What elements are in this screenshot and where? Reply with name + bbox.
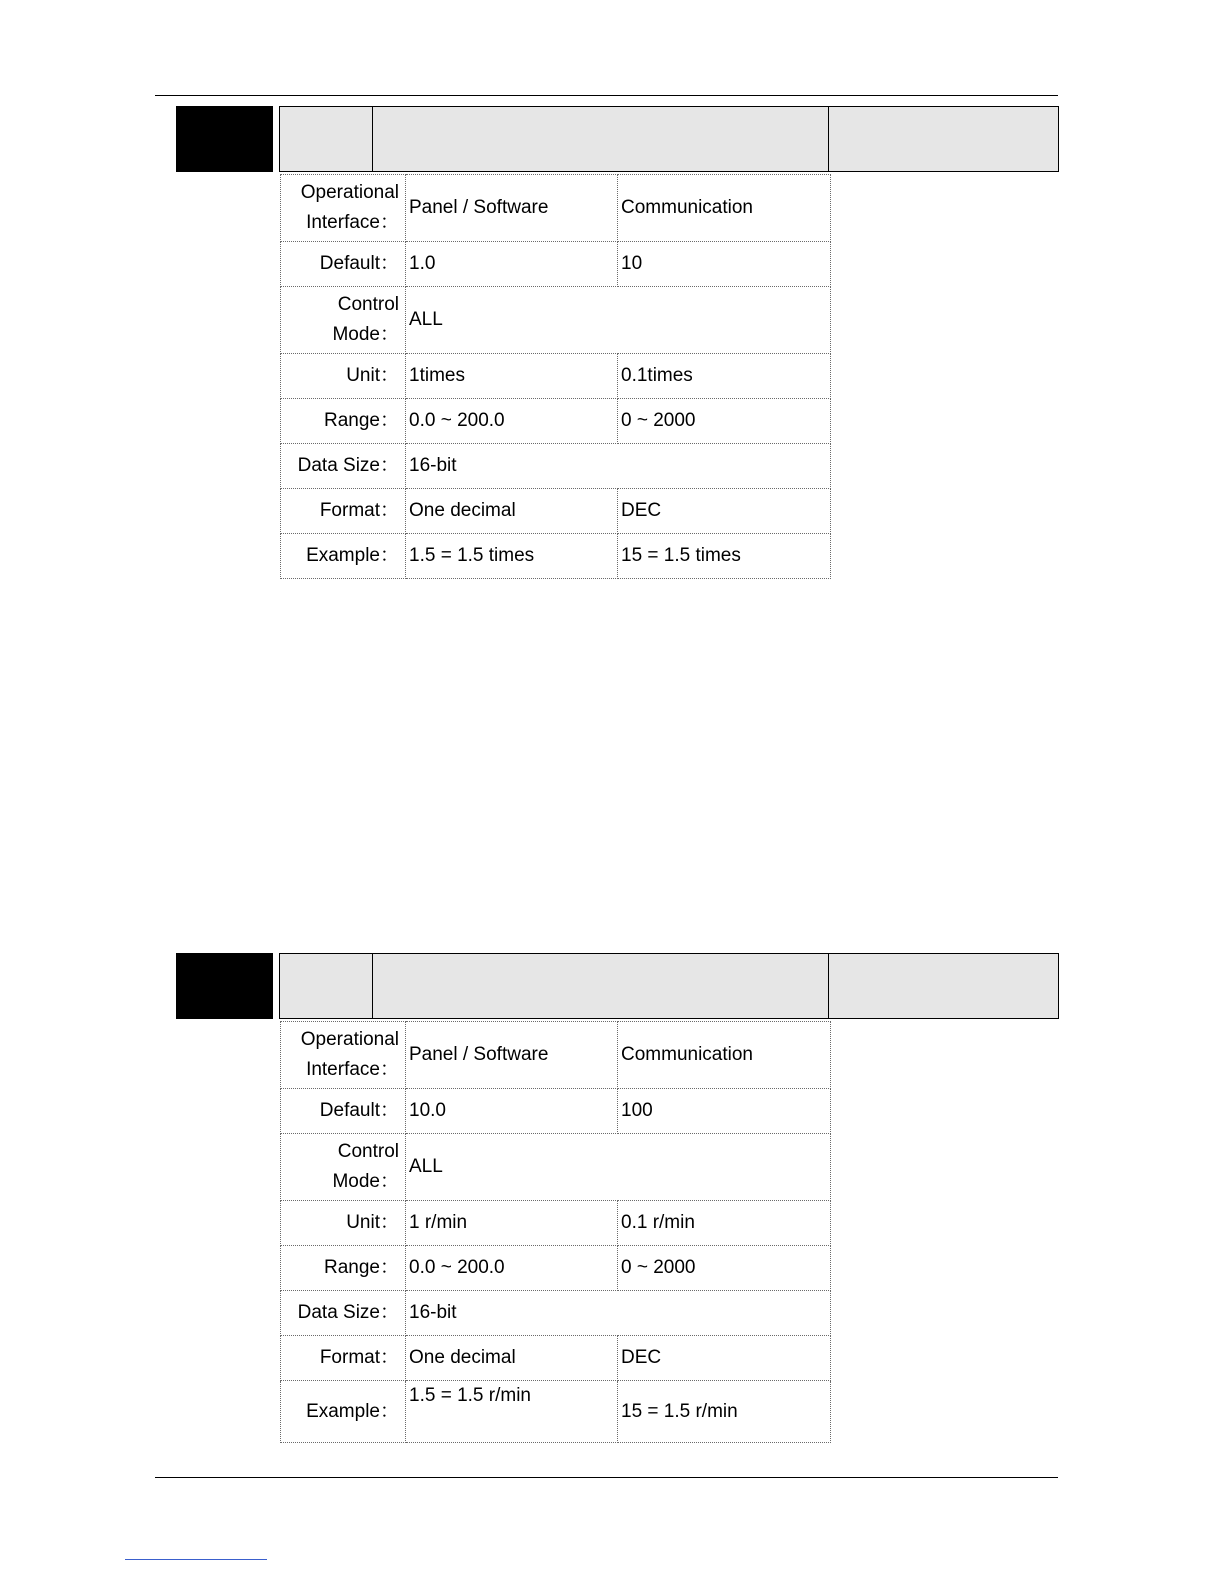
- parameter-number-cell: [280, 954, 373, 1018]
- parameter-code-tag: [176, 106, 273, 172]
- footer-link-underline[interactable]: [125, 1559, 267, 1560]
- header-rule: [155, 95, 1058, 96]
- row-label: Unit：: [281, 1201, 406, 1246]
- row-control-mode: [281, 1134, 831, 1201]
- row-example: [281, 1381, 831, 1443]
- row-data-size: [281, 444, 831, 489]
- communication-value: DEC: [618, 1336, 831, 1381]
- panel-software-value: 0.0 ~ 200.0: [406, 1246, 618, 1291]
- parameter-code-tag: [176, 953, 273, 1019]
- communication-value: 10: [618, 242, 831, 287]
- parameter-address-cell: [829, 954, 1058, 1018]
- row-label: Format：: [281, 1336, 406, 1381]
- row-label-line: Interface：: [306, 1059, 399, 1080]
- row-operational-interface: [281, 1022, 831, 1089]
- parameter-name-cell: [373, 954, 829, 1018]
- row-range: [281, 1246, 831, 1291]
- row-label: Example：: [281, 1381, 406, 1443]
- row-default: [281, 242, 831, 287]
- panel-software-value: Panel / Software: [406, 1022, 618, 1089]
- communication-value: Communication: [618, 175, 831, 242]
- row-operational-interface: [281, 175, 831, 242]
- panel-software-value: One decimal: [406, 489, 618, 534]
- row-label: Default：: [281, 1089, 406, 1134]
- communication-value: DEC: [618, 489, 831, 534]
- control-mode-value: ALL: [406, 287, 831, 354]
- panel-software-value: 1.0: [406, 242, 618, 287]
- row-label-line: Mode：: [332, 324, 399, 345]
- communication-value: 0 ~ 2000: [618, 399, 831, 444]
- parameter-spec-table: [280, 174, 831, 579]
- row-label: Data Size：: [281, 1291, 406, 1336]
- communication-value: 0.1 r/min: [618, 1201, 831, 1246]
- row-default: [281, 1089, 831, 1134]
- row-label-line: Operational: [300, 182, 399, 203]
- row-label: [281, 1022, 406, 1089]
- row-label: Range：: [281, 399, 406, 444]
- row-label-line: Interface：: [306, 212, 399, 233]
- panel-software-value: 1.5 = 1.5 r/min: [406, 1381, 618, 1443]
- row-label: Range：: [281, 1246, 406, 1291]
- row-label-line: Mode：: [332, 1171, 399, 1192]
- row-example: [281, 534, 831, 579]
- row-label-line: Operational: [300, 1029, 399, 1050]
- communication-value: 15 = 1.5 times: [618, 534, 831, 579]
- panel-software-value: 1 r/min: [406, 1201, 618, 1246]
- row-format: [281, 1336, 831, 1381]
- panel-software-value: 0.0 ~ 200.0: [406, 399, 618, 444]
- row-label: Data Size：: [281, 444, 406, 489]
- row-range: [281, 399, 831, 444]
- row-label-line: Control: [337, 294, 399, 315]
- panel-software-value: 10.0: [406, 1089, 618, 1134]
- row-label: Default：: [281, 242, 406, 287]
- parameter-address-cell: [829, 107, 1058, 171]
- parameter-spec-table: [280, 1021, 831, 1443]
- communication-value: 100: [618, 1089, 831, 1134]
- parameter-header-bar: [279, 106, 1059, 172]
- row-label: [281, 175, 406, 242]
- row-label-line: Control: [337, 1141, 399, 1162]
- footer-rule: [155, 1477, 1058, 1478]
- parameter-number-cell: [280, 107, 373, 171]
- row-unit: [281, 354, 831, 399]
- row-unit: [281, 1201, 831, 1246]
- data-size-value: 16-bit: [406, 1291, 831, 1336]
- row-label: [281, 1134, 406, 1201]
- row-label: [281, 287, 406, 354]
- parameter-name-cell: [373, 107, 829, 171]
- communication-value: Communication: [618, 1022, 831, 1089]
- row-control-mode: [281, 287, 831, 354]
- communication-value: 0 ~ 2000: [618, 1246, 831, 1291]
- parameter-header-bar: [279, 953, 1059, 1019]
- panel-software-value: Panel / Software: [406, 175, 618, 242]
- row-label: Format：: [281, 489, 406, 534]
- panel-software-value: 1times: [406, 354, 618, 399]
- panel-software-value: One decimal: [406, 1336, 618, 1381]
- row-label: Example：: [281, 534, 406, 579]
- row-data-size: [281, 1291, 831, 1336]
- row-format: [281, 489, 831, 534]
- communication-value: 0.1times: [618, 354, 831, 399]
- control-mode-value: ALL: [406, 1134, 831, 1201]
- row-label: Unit：: [281, 354, 406, 399]
- data-size-value: 16-bit: [406, 444, 831, 489]
- panel-software-value: 1.5 = 1.5 times: [406, 534, 618, 579]
- communication-value: 15 = 1.5 r/min: [618, 1381, 831, 1443]
